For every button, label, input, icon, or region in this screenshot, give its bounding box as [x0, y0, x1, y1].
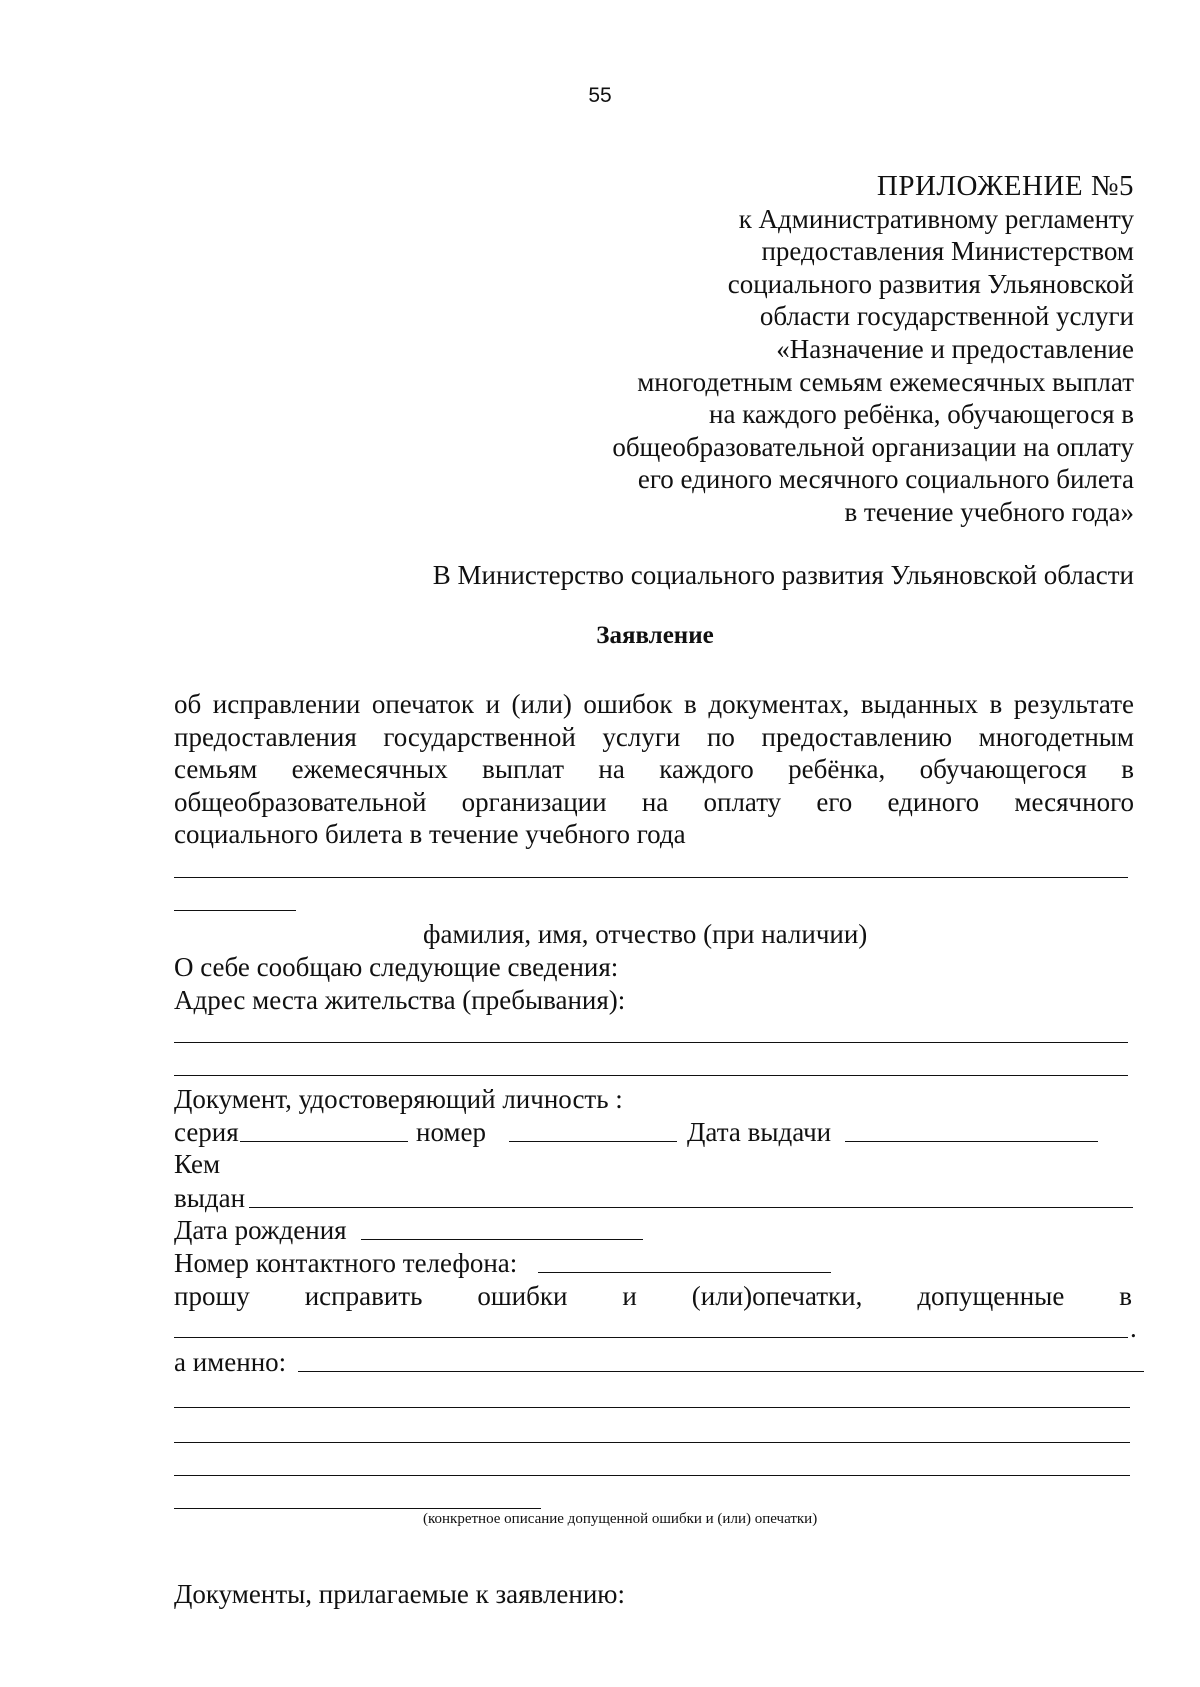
request-word: исправить [304, 1281, 423, 1311]
error-description-field[interactable] [174, 1442, 1130, 1443]
request-word: прошу [174, 1281, 250, 1311]
subject-line: об исправлении опечаток и (или) ошибок в документах, выданных в результате [174, 689, 1134, 719]
fio-field-continued[interactable] [174, 910, 296, 911]
address-field[interactable] [174, 1042, 1128, 1043]
appendix-line: многодетным семьям ежемесячных выплат [637, 366, 1134, 397]
error-description-field[interactable] [174, 1407, 1130, 1408]
error-description-field[interactable] [174, 1508, 541, 1509]
series-field[interactable] [240, 1141, 408, 1142]
address-label: Адрес места жительства (пребывания): [174, 985, 626, 1015]
appendix-title: ПРИЛОЖЕНИЕ №5 [876, 170, 1134, 202]
appendix-header [612, 170, 1134, 529]
number-label: номер [416, 1117, 487, 1147]
issued-by-label: Кем [174, 1149, 221, 1179]
request-word: в [1119, 1281, 1132, 1311]
appendix-line: в течение учебного года» [844, 496, 1134, 527]
appendix-line: области государственной услуги [759, 301, 1134, 332]
issued-by-field[interactable] [249, 1207, 1133, 1208]
request-word: (или)опечатки, [691, 1281, 863, 1311]
phone-label: Номер контактного телефона: [174, 1248, 518, 1278]
subject-line: социального билета в течение учебного года [174, 819, 686, 849]
namely-label: а именно: [174, 1347, 287, 1377]
number-field[interactable] [509, 1141, 677, 1142]
appendix-line: к Административному регламенту [738, 203, 1134, 234]
birth-date-field[interactable] [361, 1239, 643, 1240]
address-field-continued[interactable] [174, 1075, 1128, 1076]
series-label: серия [174, 1117, 239, 1147]
appendix-line: общеобразовательной организации на оплату [612, 431, 1134, 462]
request-end-punctuation: . [1130, 1313, 1137, 1343]
subject-line: предоставления государственной услуги по предоставлению многодетным [174, 721, 1134, 752]
about-self-label: О себе сообщаю следующие сведения: [174, 952, 619, 982]
id-document-label: Документ, удостоверяющий личность : [174, 1084, 623, 1114]
phone-field[interactable] [538, 1272, 831, 1273]
issued-by-label-continued: выдан [174, 1183, 246, 1213]
request-word: ошибки [477, 1281, 568, 1311]
attachments-label: Документы, прилагаемые к заявлению: [174, 1579, 625, 1609]
fio-caption: фамилия, имя, отчество (при наличии) [423, 919, 868, 949]
subject-line: семьям ежемесячных выплат на каждого ребёнка, обучающегося в [174, 754, 1134, 784]
birth-date-label: Дата рождения [174, 1215, 347, 1245]
request-line [174, 1280, 1132, 1312]
error-caption: (конкретное описание допущенной ошибки и (или) опечатки) [423, 1511, 818, 1527]
page-number: 55 [588, 84, 612, 107]
appendix-line: на каждого ребёнка, обучающегося в [709, 399, 1134, 430]
subject-paragraph [174, 688, 1134, 851]
fio-field[interactable] [174, 877, 1128, 878]
document-title: Заявление [596, 622, 714, 649]
issue-date-field[interactable] [845, 1141, 1098, 1142]
issue-date-label: Дата выдачи [687, 1117, 832, 1147]
error-description-field[interactable] [174, 1475, 1130, 1476]
appendix-line: предоставления Министерством [761, 236, 1134, 267]
appendix-line: его единого месячного социального билета [637, 464, 1134, 495]
recipient: В Министерство социального развития Ульяновской области [432, 560, 1134, 590]
request-word: допущенные [917, 1281, 1065, 1311]
error-description-field[interactable] [298, 1371, 1144, 1372]
document-with-errors-field[interactable] [174, 1337, 1128, 1338]
request-word: и [622, 1281, 637, 1311]
appendix-line: социального развития Ульяновской [727, 268, 1134, 299]
subject-line: общеобразовательной организации на оплату его единого месячного [174, 786, 1134, 817]
appendix-line: «Назначение и предоставление [776, 333, 1134, 364]
